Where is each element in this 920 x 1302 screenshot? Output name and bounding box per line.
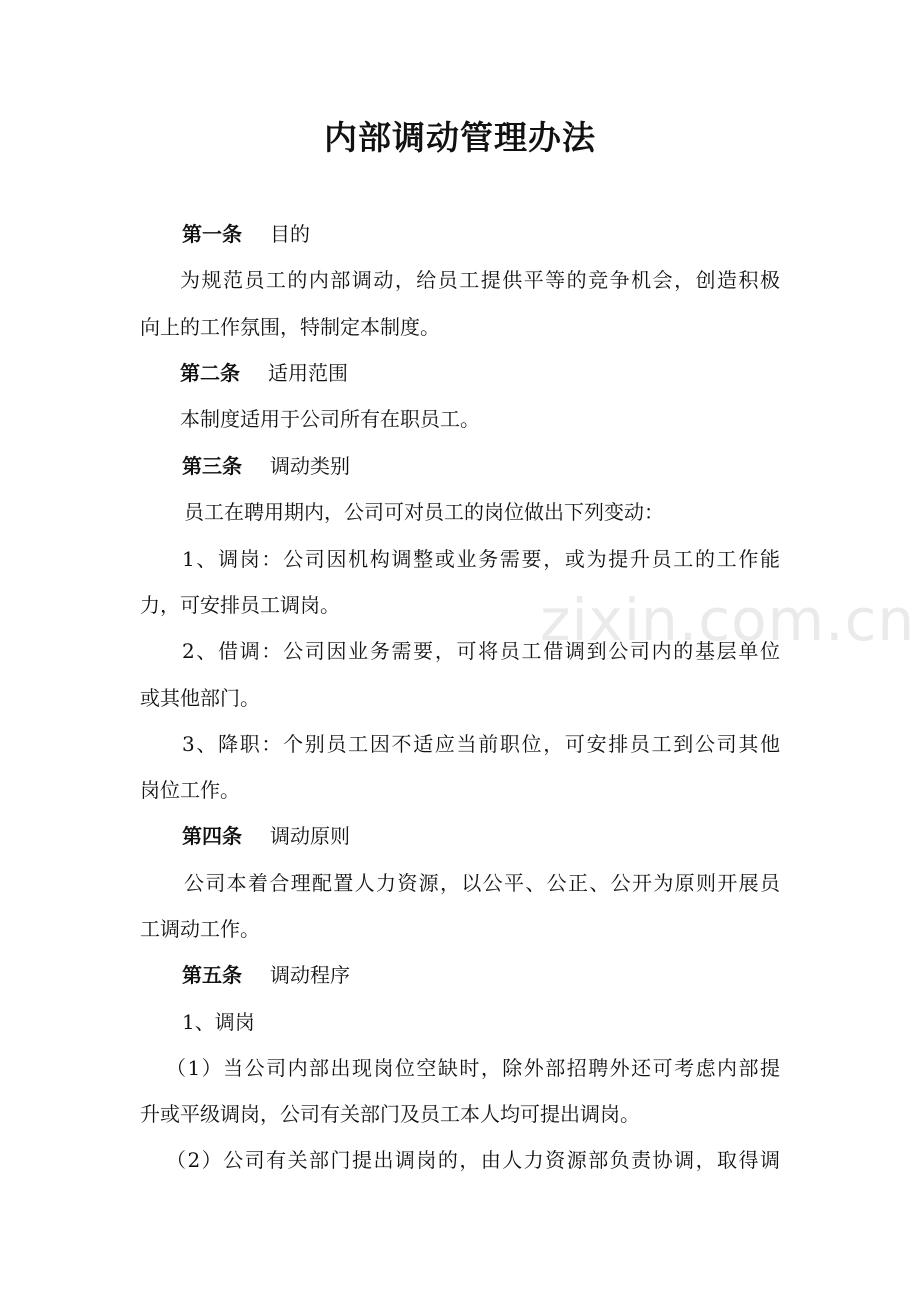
list-item-line: （1）当公司内部出现岗位空缺时，除外部招聘外还可考虑内部提	[166, 1056, 780, 1080]
paragraph-line: 工调动工作。	[140, 917, 260, 941]
article-3-heading	[182, 450, 350, 482]
watermark: zixin.com.cn	[540, 586, 916, 654]
list-item-line: 2、借调：公司因业务需要，可将员工借调到公司内的基层单位	[182, 639, 780, 663]
list-item-line: 3、降职：个别员工因不适应当前职位，可安排员工到公司其他	[182, 732, 780, 756]
list-item-line: （2）公司有关部门提出调岗的，由人力资源部负责协调，取得调	[166, 1148, 780, 1172]
article-heading-text: 目的	[270, 222, 310, 246]
article-label: 第二条	[180, 361, 240, 385]
article-heading-text: 调动原则	[270, 824, 350, 848]
list-item-line: 力，可安排员工调岗。	[140, 593, 340, 617]
article-4-heading	[182, 820, 350, 852]
article-5-heading	[182, 959, 350, 991]
list-item-line: 岗位工作。	[140, 778, 240, 802]
article-label: 第三条	[182, 454, 242, 478]
list-item-line: 升或平级调岗，公司有关部门及员工本人均可提出调岗。	[140, 1102, 640, 1126]
article-2-heading	[180, 357, 348, 389]
page-title: 内部调动管理办法	[324, 118, 596, 157]
article-label: 第四条	[182, 824, 242, 848]
paragraph-line: 公司本着合理配置人力资源，以公平、公正、公开为原则开展员	[184, 871, 780, 895]
article-heading-text: 调动程序	[270, 963, 350, 987]
article-label: 第五条	[182, 963, 242, 987]
paragraph-line: 为规范员工的内部调动，给员工提供平等的竞争机会，创造积极	[180, 268, 780, 292]
article-heading-text: 调动类别	[270, 454, 350, 478]
article-1-heading	[182, 218, 310, 250]
list-item-line: 或其他部门。	[140, 686, 260, 710]
paragraph-line: 员工在聘用期内，公司可对员工的岗位做出下列变动：	[184, 500, 664, 524]
list-item-line: 1、调岗：公司因机构调整或业务需要，或为提升员工的工作能	[182, 547, 780, 571]
paragraph-line: 向上的工作氛围，特制定本制度。	[140, 315, 440, 339]
article-heading-text: 适用范围	[268, 361, 348, 385]
article-label: 第一条	[182, 222, 242, 246]
paragraph-line: 本制度适用于公司所有在职员工。	[180, 407, 480, 431]
sub-heading: 1、调岗	[182, 1010, 255, 1034]
